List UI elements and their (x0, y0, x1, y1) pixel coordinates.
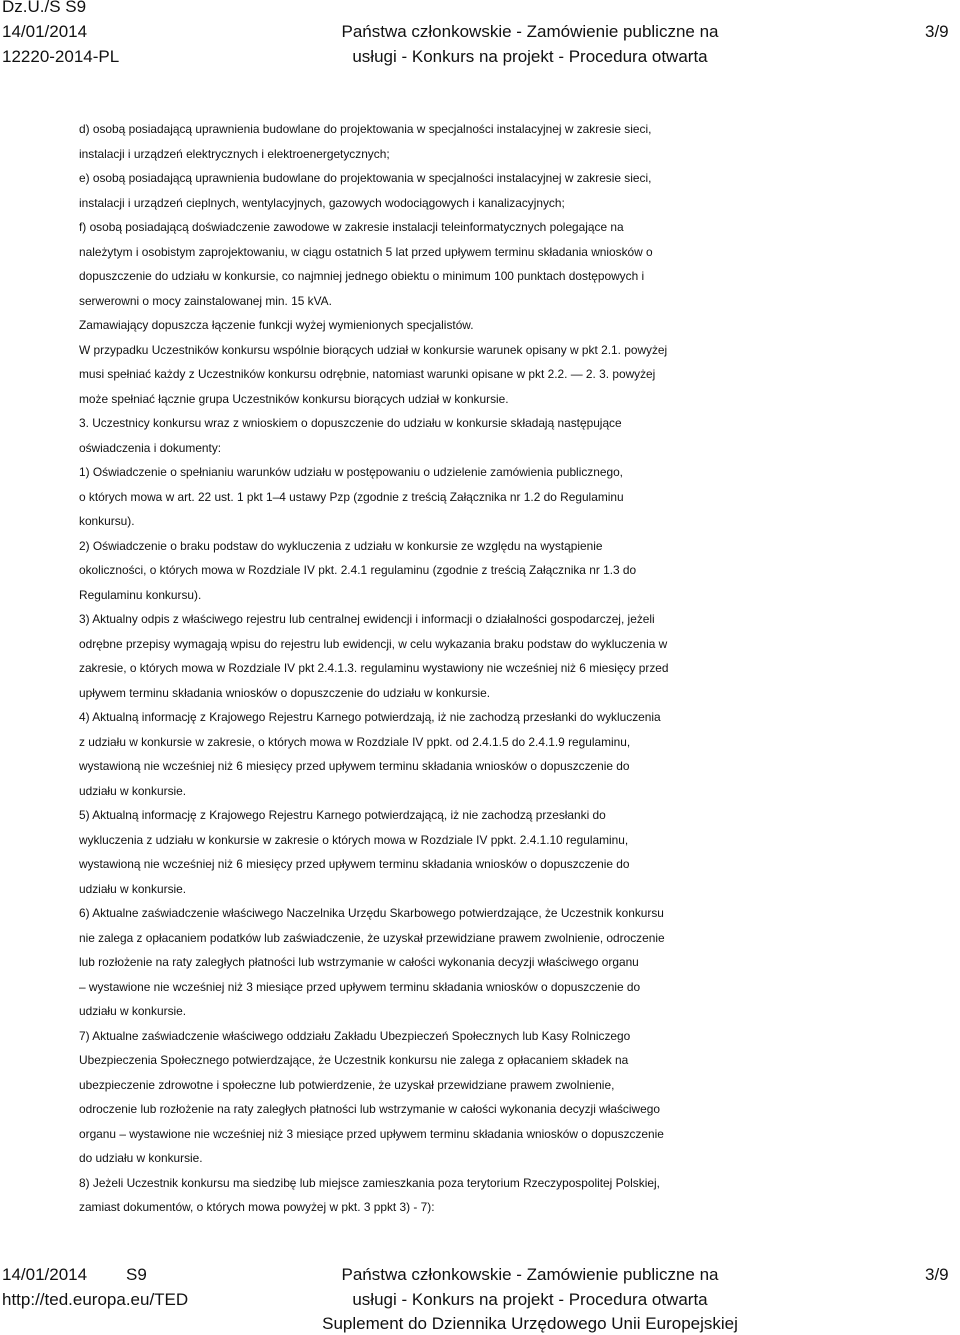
header-category-line1: Państwa członkowskie - Zamówienie publiczne na (341, 22, 719, 41)
body-text-line: 8) Jeżeli Uczestnik konkursu ma siedzibę lub miejsce zamieszkania poza terytorium Rzeczypospolitej Polskiej, (79, 1175, 660, 1190)
footer-url[interactable]: http://ted.europa.eu/TED (2, 1290, 189, 1309)
footer-date: 14/01/2014 (2, 1265, 88, 1284)
body-text-line: wystawioną nie wcześniej niż 6 miesięcy przed upływem terminu składania wniosków o dopuszczenie do (79, 857, 630, 871)
body-text-line: może spełniać łącznie grupa Uczestników konkursu biorących udział w konkursie. (79, 391, 509, 406)
body-text-line: 5) Aktualną informację z Krajowego Rejestru Karnego potwierdzającą, iż nie zachodzą przesłanki do (79, 808, 606, 822)
body-text-line: instalacji i urządzeń cieplnych, wentylacyjnych, gazowych wodociągowych i kanalizacyjnych; (79, 195, 565, 210)
body-text-line: upływem terminu składania wniosków o dopuszczenie do udziału w konkursie. (79, 685, 491, 700)
header-notice-number: 12220-2014-PL (2, 47, 120, 66)
body-text-line: zakresie, o których mowa w Rozdziale IV pkt 2.4.1.3. regulaminu wystawiony nie wcześniej niż 6 miesięcy przed (79, 661, 669, 675)
body-text-line: 2) Oświadczenie o braku podstaw do wykluczenia z udziału w konkursie ze względu na wystąpienie (79, 538, 603, 553)
header-doc-ref: Dz.U./S S9 (2, 0, 87, 16)
footer-category-line1: Państwa członkowskie - Zamówienie publiczne na (341, 1265, 719, 1284)
body-text-line: okoliczności, o których mowa w Rozdziale IV pkt. 2.4.1 regulaminu (zgodnie z treścią Załącznika nr 1.3 do (79, 563, 637, 577)
footer-category-line2: usługi - Konkurs na projekt - Procedura otwarta (352, 1290, 708, 1309)
footer-series: S9 (126, 1265, 147, 1284)
body-text-line: musi spełniać każdy z Uczestników konkursu odrębnie, natomiast warunki opisane w pkt 2.2. — 2. 3. powyżej (79, 367, 656, 381)
body-text-line: 1) Oświadczenie o spełnianiu warunków udziału w postępowaniu o udzielenie zamówienia publicznego, (79, 465, 623, 479)
body-text-line: dopuszczenie do udziału w konkursie, co najmniej jednego obiektu o minimum 100 punktach dostępowych i (79, 269, 645, 283)
body-text-line: d) osobą posiadającą uprawnienia budowlane do projektowania w specjalności instalacyjnej w zakresie sieci, (79, 122, 652, 136)
body-text-line: z udziału w konkursie w zakresie, o których mowa w Rozdziale IV ppkt. od 2.4.1.5 do 2.4.1.9 regulaminu, (79, 734, 631, 749)
body-text-line: Ubezpieczenia Społecznego potwierdzające, że Uczestnik konkursu nie zalega z opłacaniem składek na (79, 1053, 629, 1067)
header-category-line2: usługi - Konkurs na projekt - Procedura otwarta (352, 47, 708, 66)
body-text-line: 7) Aktualne zaświadczenie właściwego oddziału Zakładu Ubezpieczeń Społecznych lub Kasy Rolniczego (79, 1028, 631, 1043)
body-text-line: organu – wystawione nie wcześniej niż 3 miesiące przed upływem terminu składania wniosków o dopuszczenie (79, 1126, 664, 1141)
body-text-line: serwerowni o mocy zainstalowanej min. 15 kVA. (79, 293, 332, 308)
body-text-line: należytym i osobistym zaprojektowaniu, w ciągu ostatnich 5 lat przed upływem terminu składania wniosków o (79, 244, 653, 259)
body-text-line: do udziału w konkursie. (79, 1151, 203, 1165)
body-text-line: udziału w konkursie. (79, 1004, 187, 1018)
body-text-line: oświadczenia i dokumenty: (79, 440, 222, 455)
body-text-line: ubezpieczenie zdrowotne i społeczne lub potwierdzenie, że uzyskał przewidziane prawem zwolnienie, (79, 1077, 615, 1092)
body-text-line: instalacji i urządzeń elektrycznych i elektroenergetycznych; (79, 146, 390, 161)
body-text-line: e) osobą posiadającą uprawnienia budowlane do projektowania w specjalności instalacyjnej w zakresie sieci, (79, 171, 652, 185)
header-page-number: 3/9 (925, 22, 949, 41)
body-text-line: wykluczenia z udziału w konkursie w zakresie o których mowa w Rozdziale IV ppkt. 2.4.1.10 regulaminu, (79, 832, 629, 847)
body-text-line: udziału w konkursie. (79, 881, 187, 896)
body-text-line: udziału w konkursie. (79, 783, 187, 798)
footer-supplement: Suplement do Dziennika Urzędowego Unii Europejskiej (322, 1314, 738, 1333)
body-text-line: – wystawione nie wcześniej niż 3 miesiące przed upływem terminu składania wniosków o dopuszczenie do (79, 979, 641, 994)
body-text-line: Regulaminu konkursu). (79, 587, 202, 602)
body-text-line: odrębne przepisy wymagają wpisu do rejestru lub ewidencji, w celu wykazania braku podstaw do wykluczenia w (79, 636, 668, 651)
body-text-line: 3. Uczestnicy konkursu wraz z wnioskiem o dopuszczenie do udziału w konkursie składają następujące (79, 416, 622, 430)
body-text-line: 6) Aktualne zaświadczenie właściwego Naczelnika Urzędu Skarbowego potwierdzające, że Uczestnik konkursu (79, 906, 664, 920)
body-text-line: odroczenie lub rozłożenie na raty zaległych płatności lub wstrzymanie w całości wykonania decyzji właściwego (79, 1102, 660, 1116)
body-text-line: o których mowa w art. 22 ust. 1 pkt 1–4 ustawy Pzp (zgodnie z treścią Załącznika nr 1.2 do Regulaminu (79, 489, 624, 504)
body-text-line: W przypadku Uczestników konkursu wspólnie biorących udział w konkursie warunek opisany w pkt 2.1. powyżej (79, 342, 668, 357)
body-text-line: zamiast dokumentów, o których mowa powyżej w pkt. 3 ppkt 3) - 7): (79, 1200, 435, 1214)
body-text-line: lub rozłożenie na raty zaległych płatności lub wstrzymanie w całości wykonania decyzji właściwego organu (79, 955, 639, 969)
header-date: 14/01/2014 (2, 22, 88, 41)
footer-page-number: 3/9 (925, 1265, 949, 1284)
body-text-line: wystawioną nie wcześniej niż 6 miesięcy przed upływem terminu składania wniosków o dopuszczenie do (79, 759, 630, 773)
document-body (79, 117, 959, 1220)
body-text-line: 3) Aktualny odpis z właściwego rejestru lub centralnej ewidencji i informacji o działalności gospodarczej, jeżeli (79, 612, 655, 626)
body-text-line: Zamawiający dopuszcza łączenie funkcji wyżej wymienionych specjalistów. (79, 318, 474, 332)
body-text-line: f) osobą posiadającą doświadczenie zawodowe w zakresie instalacji teleinformatycznych polegające na (79, 220, 624, 234)
body-text-line: 4) Aktualną informację z Krajowego Rejestru Karnego potwierdzają, iż nie zachodzą przesłanki do wykluczenia (79, 710, 661, 724)
body-text-line: nie zalega z opłacaniem podatków lub zaświadczenie, że uzyskał przewidziane prawem zwolnienie, odroczenie (79, 930, 665, 945)
body-text-line: konkursu). (79, 514, 135, 528)
